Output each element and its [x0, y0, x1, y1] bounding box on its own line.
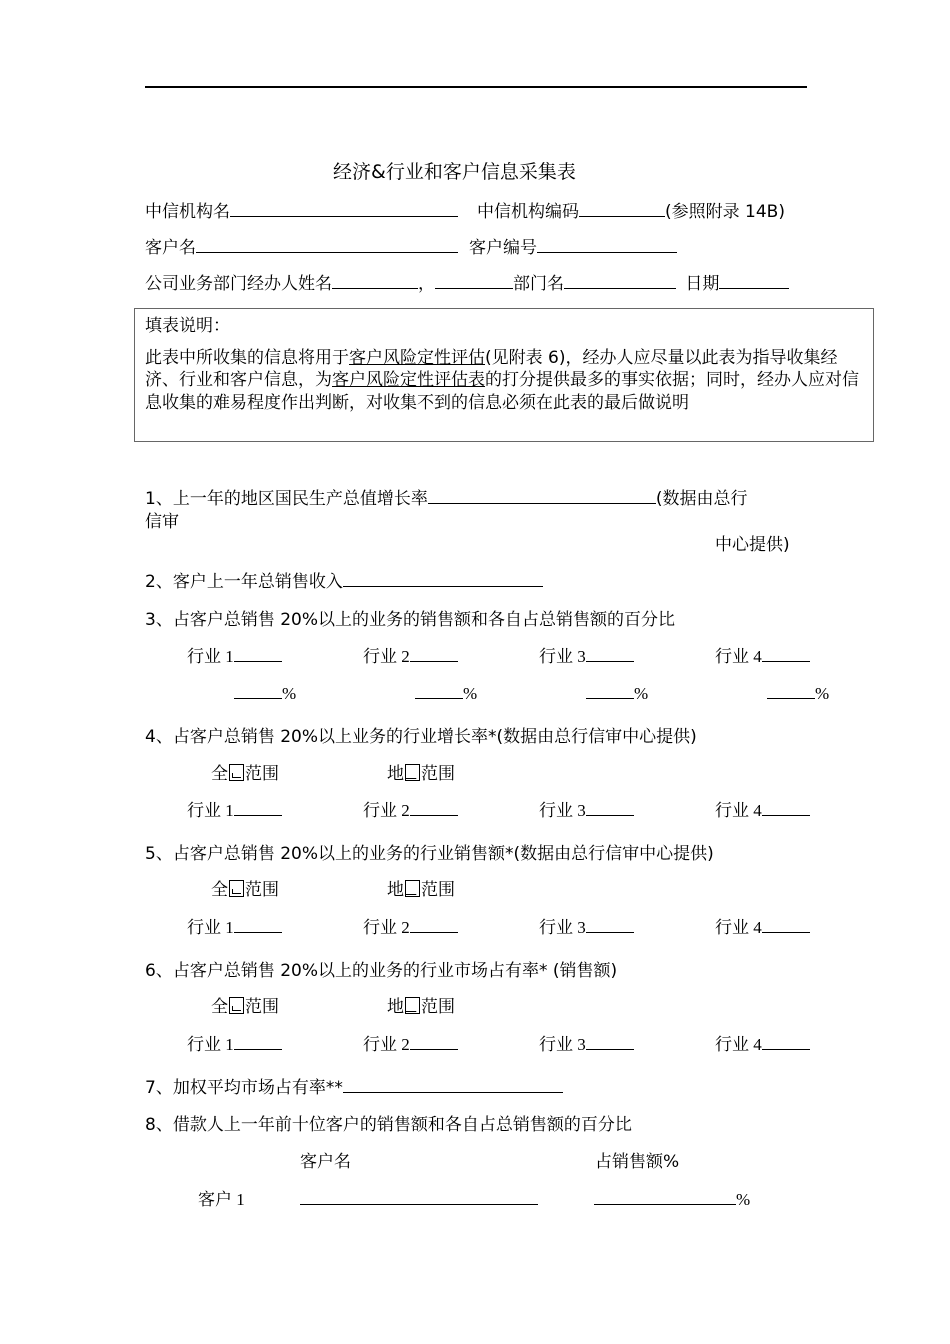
scope-national-b: 范围 — [245, 764, 279, 784]
q5-industry-3 — [539, 917, 634, 939]
client-id-row — [469, 237, 677, 259]
local-checkbox-icon[interactable] — [405, 997, 420, 1014]
date-label: 日期 — [685, 274, 720, 294]
q4-industry-4-field[interactable] — [762, 800, 810, 816]
q5-industry-1 — [187, 917, 282, 939]
dept-label: 部门名 — [513, 274, 564, 294]
q8-client-1-pct-field[interactable] — [594, 1189, 736, 1205]
industry-label: 行业 3 — [539, 647, 586, 666]
q4-industry-2-field[interactable] — [410, 800, 458, 816]
org-name-label: 中信机构名 — [145, 202, 230, 222]
q4-industry-1 — [187, 800, 282, 822]
q4-national-scope[interactable] — [211, 763, 279, 785]
q2-field[interactable] — [343, 571, 543, 587]
q3-industry-2 — [363, 646, 458, 668]
q4-industry-1-field[interactable] — [234, 800, 282, 816]
q2-text: 2、客户上一年总销售收入 — [145, 572, 343, 592]
comma: ， — [418, 274, 435, 294]
scope-local-b: 范围 — [421, 997, 455, 1017]
scope-national-b: 范围 — [245, 997, 279, 1017]
q8-client-1-pct — [594, 1189, 750, 1211]
industry-label: 行业 4 — [715, 647, 762, 666]
industry-label: 行业 2 — [363, 1035, 410, 1054]
q3-industry-2-field[interactable] — [410, 646, 458, 662]
percent-sign: % — [282, 684, 297, 703]
scope-national-a: 全 — [211, 997, 228, 1017]
instructions-body — [145, 347, 863, 415]
q1-row — [145, 488, 747, 510]
industry-label: 行业 1 — [187, 647, 234, 666]
q3-industry-4-field[interactable] — [762, 646, 810, 662]
q5-national-scope[interactable] — [211, 879, 279, 901]
industry-label: 行业 4 — [715, 918, 762, 937]
q5-local-scope[interactable] — [387, 879, 455, 901]
q4-industry-2 — [363, 800, 458, 822]
q6-text: 6、占客户总销售 20%以上的业务的行业市场占有率* (销售额) — [145, 961, 618, 981]
industry-label: 行业 4 — [715, 1035, 762, 1054]
q3-pct-4 — [767, 683, 829, 705]
risk-assessment-link[interactable]: 客户风险定性评估 — [349, 347, 485, 368]
instructions-text-3: 的打分提供最多的事实依据；同时，经办人应对信息收集的难易程度作出判断，对收集不到的信息必须在此表的最后做说明 — [145, 370, 859, 413]
industry-label: 行业 3 — [539, 1035, 586, 1054]
q6-industry-3 — [539, 1034, 634, 1056]
q3-pct-3-field[interactable] — [586, 683, 634, 699]
q7-row — [145, 1077, 563, 1099]
q6-industry-4-field[interactable] — [762, 1034, 810, 1050]
q1-note-a: (数据由总行 — [655, 489, 748, 509]
scope-local-b: 范围 — [421, 880, 455, 900]
date-field[interactable] — [719, 273, 789, 289]
scope-local-a: 地 — [387, 997, 404, 1017]
q8-col-sales-pct: 占销售额% — [595, 1152, 680, 1172]
scope-local-a: 地 — [387, 764, 404, 784]
client-id-field[interactable] — [537, 237, 677, 253]
q2-row — [145, 571, 543, 593]
q8-text: 8、借款人上一年前十位客户的销售额和各自占总销售额的百分比 — [145, 1115, 632, 1135]
q5-industry-1-field[interactable] — [234, 917, 282, 933]
client-name-label: 客户名 — [145, 238, 196, 258]
instructions-text-1: 此表中所收集的信息将用于 — [145, 347, 349, 368]
org-code-note: (参照附录 14B) — [665, 202, 785, 222]
local-checkbox-icon[interactable] — [405, 764, 420, 781]
industry-label: 行业 1 — [187, 801, 234, 820]
q6-local-scope[interactable] — [387, 996, 455, 1018]
scope-local-b: 范围 — [421, 764, 455, 784]
handler-label: 公司业务部门经办人姓名 — [145, 274, 332, 294]
q6-industry-2-field[interactable] — [410, 1034, 458, 1050]
q5-industry-4 — [715, 917, 810, 939]
client-id-label: 客户编号 — [469, 238, 537, 258]
local-checkbox-icon[interactable] — [405, 880, 420, 897]
q3-pct-2 — [415, 683, 477, 705]
q1-field[interactable] — [428, 488, 656, 504]
q6-industry-3-field[interactable] — [586, 1034, 634, 1050]
org-code-label: 中信机构编码 — [477, 202, 579, 222]
q6-national-scope[interactable] — [211, 996, 279, 1018]
q3-pct-1 — [234, 683, 296, 705]
q6-industry-1 — [187, 1034, 282, 1056]
q4-text: 4、占客户总销售 20%以上业务的行业增长率*(数据由总行信审中心提供) — [145, 727, 697, 747]
q4-industry-3 — [539, 800, 634, 822]
q6-industry-2 — [363, 1034, 458, 1056]
q5-industry-3-field[interactable] — [586, 917, 634, 933]
top-rule — [145, 86, 807, 88]
client-name-row — [145, 237, 458, 259]
q8-client-1-name-field[interactable] — [300, 1189, 538, 1205]
percent-sign: % — [463, 684, 478, 703]
industry-label: 行业 2 — [363, 918, 410, 937]
industry-label: 行业 2 — [363, 647, 410, 666]
handler-name-field[interactable] — [332, 273, 418, 289]
q5-text: 5、占客户总销售 20%以上的业务的行业销售额*(数据由总行信审中心提供) — [145, 844, 714, 864]
industry-label: 行业 4 — [715, 801, 762, 820]
percent-sign: % — [634, 684, 649, 703]
q3-pct-2-field[interactable] — [415, 683, 463, 699]
q6-industry-4 — [715, 1034, 810, 1056]
risk-assessment-table-link[interactable]: 客户风险定性评估表 — [332, 370, 485, 390]
q8-client-1-label: 客户 1 — [198, 1190, 245, 1209]
instructions-title: 填表说明： — [145, 316, 230, 336]
scope-local-a: 地 — [387, 880, 404, 900]
q4-industry-4 — [715, 800, 810, 822]
org-code-field[interactable] — [579, 201, 665, 217]
page-title: 经济&行业和客户信息采集表 — [333, 161, 576, 183]
q1-note-b: 信审 — [145, 512, 179, 532]
q5-industry-4-field[interactable] — [762, 917, 810, 933]
q4-industry-3-field[interactable] — [586, 800, 634, 816]
handler-second-field[interactable] — [435, 273, 513, 289]
q5-industry-2 — [363, 917, 458, 939]
q3-pct-1-field[interactable] — [234, 683, 282, 699]
industry-label: 行业 2 — [363, 801, 410, 820]
scope-national-a: 全 — [211, 764, 228, 784]
industry-label: 行业 1 — [187, 1035, 234, 1054]
q5-industry-2-field[interactable] — [410, 917, 458, 933]
handler-row — [145, 273, 789, 295]
q8-col-client-name: 客户名 — [300, 1152, 351, 1172]
q7-text: 7、加权平均市场占有率** — [145, 1078, 343, 1098]
org-name-row — [145, 201, 458, 223]
q3-industry-3 — [539, 646, 634, 668]
percent-sign: % — [736, 1190, 751, 1209]
national-checkbox-icon[interactable] — [229, 997, 244, 1014]
q3-text: 3、占客户总销售 20%以上的业务的销售额和各自占总销售额的百分比 — [145, 610, 676, 630]
client-name-field[interactable] — [196, 237, 458, 253]
q3-industry-1-field[interactable] — [234, 646, 282, 662]
q7-field[interactable] — [343, 1077, 563, 1093]
national-checkbox-icon[interactable] — [229, 764, 244, 781]
q4-local-scope[interactable] — [387, 763, 455, 785]
q1-note-c: 中心提供) — [715, 535, 790, 555]
percent-sign: % — [815, 684, 830, 703]
q3-pct-3 — [586, 683, 648, 705]
q8-client-1-name — [300, 1189, 538, 1211]
q3-pct-4-field[interactable] — [767, 683, 815, 699]
industry-label: 行业 3 — [539, 918, 586, 937]
q3-industry-4 — [715, 646, 810, 668]
q3-industry-1 — [187, 646, 282, 668]
national-checkbox-icon[interactable] — [229, 880, 244, 897]
q1-text: 1、上一年的地区国民生产总值增长率 — [145, 489, 428, 509]
instructions-text-2: (见附表 6)，经办人应尽量以此表为指导收集经济、行业和客户信息，为 — [145, 347, 838, 390]
org-code-row — [477, 201, 785, 223]
scope-national-a: 全 — [211, 880, 228, 900]
org-name-field[interactable] — [230, 201, 458, 217]
scope-national-b: 范围 — [245, 880, 279, 900]
industry-label: 行业 3 — [539, 801, 586, 820]
q6-industry-1-field[interactable] — [234, 1034, 282, 1050]
q3-industry-3-field[interactable] — [586, 646, 634, 662]
instructions-box — [134, 308, 874, 442]
industry-label: 行业 1 — [187, 918, 234, 937]
dept-field[interactable] — [564, 273, 676, 289]
